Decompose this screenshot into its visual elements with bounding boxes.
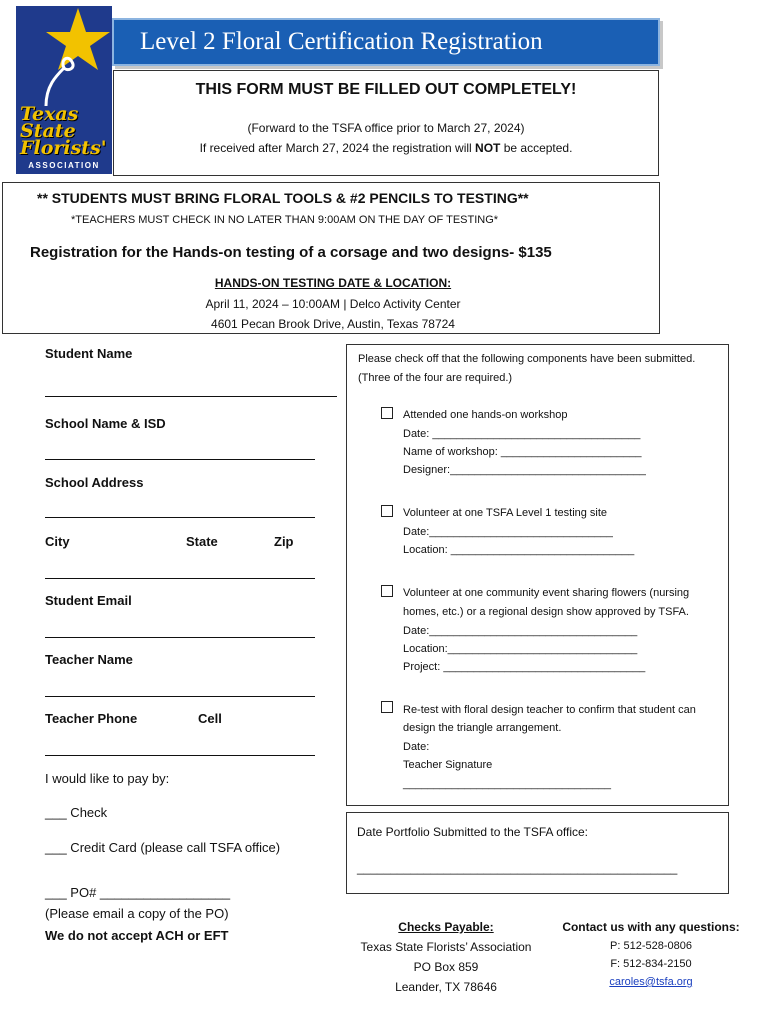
contact-heading: Contact us with any questions: bbox=[562, 920, 740, 934]
components-box bbox=[346, 344, 729, 806]
contact-phone: P: 512-528-0806 bbox=[610, 940, 692, 952]
star-icon bbox=[16, 6, 112, 116]
workshop-name[interactable]: Name of workshop: _______________________ bbox=[403, 446, 642, 458]
testing-info-box bbox=[2, 182, 660, 334]
retest-label-2: design the triangle arrangement. bbox=[403, 722, 562, 734]
checks-city: Leander, TX 78646 bbox=[395, 980, 497, 994]
retest-label: Re-test with floral design teacher to confirm that student can bbox=[403, 704, 696, 716]
student-email-line[interactable] bbox=[45, 637, 315, 638]
components-required: (Three of the four are required.) bbox=[358, 372, 513, 384]
school-name-label: School Name & ISD bbox=[45, 416, 166, 431]
retest-date[interactable]: Date: bbox=[403, 741, 430, 753]
school-name-line[interactable] bbox=[45, 459, 315, 460]
level1-volunteer-date[interactable]: Date:______________________________ bbox=[403, 526, 613, 538]
logo-association: ASSOCIATION bbox=[28, 161, 100, 170]
contact-info bbox=[556, 920, 746, 994]
no-ach-note: We do not accept ACH or EFT bbox=[45, 928, 229, 943]
notice-box bbox=[113, 70, 659, 176]
teacher-name-label: Teacher Name bbox=[45, 652, 133, 667]
teacher-phone-label: Teacher Phone bbox=[45, 711, 138, 726]
workshop-date[interactable]: Date: __________________________________ bbox=[403, 428, 641, 440]
workshop-checkbox[interactable] bbox=[381, 407, 393, 419]
payment-check-option[interactable]: ___ Check bbox=[45, 805, 108, 820]
teacher-signature-label: Teacher Signature bbox=[403, 759, 493, 771]
zip-label: Zip bbox=[274, 534, 294, 549]
contact-email-link[interactable]: caroles@tsfa.org bbox=[609, 976, 693, 988]
portfolio-label: Date Portfolio Submitted to the TSFA office: bbox=[357, 825, 589, 839]
community-volunteer-label: Volunteer at one community event sharing flowers (nursing bbox=[403, 587, 690, 599]
school-address-line[interactable] bbox=[45, 517, 315, 518]
checks-po-box: PO Box 859 bbox=[413, 960, 479, 974]
community-volunteer-date[interactable]: Date:__________________________________ bbox=[403, 625, 638, 637]
community-volunteer-label-2: homes, etc.) or a regional design show approved by TSFA. bbox=[403, 606, 689, 618]
title-banner bbox=[112, 18, 660, 66]
teacher-phone-line[interactable] bbox=[45, 755, 315, 756]
po-note: (Please email a copy of the PO) bbox=[45, 906, 229, 921]
city-state-zip-line[interactable] bbox=[45, 578, 315, 579]
registration-fee: Registration for the Hands-on testing of a corsage and two designs- $135 bbox=[30, 244, 552, 261]
date-heading: HANDS-ON TESTING DATE & LOCATION: bbox=[214, 276, 452, 290]
portfolio-date-line[interactable]: ________________________________________________ bbox=[357, 861, 678, 875]
payment-po-option[interactable]: ___ PO# __________________ bbox=[45, 885, 231, 900]
logo-words: Texas State Florists' bbox=[20, 103, 107, 159]
testing-date: April 11, 2024 – 10:00AM | Delco Activity Center bbox=[205, 297, 461, 311]
student-email-label: Student Email bbox=[45, 593, 132, 608]
page-title: Level 2 Floral Certification Registration bbox=[140, 28, 543, 55]
checks-heading: Checks Payable: bbox=[398, 920, 494, 934]
teacher-checkin-notice: *TEACHERS MUST CHECK IN NO LATER THAN 9:00AM ON THE DAY OF TESTING* bbox=[71, 214, 499, 226]
tools-notice: ** STUDENTS MUST BRING FLORAL TOOLS & #2 PENCILS TO TESTING** bbox=[37, 190, 529, 206]
community-volunteer-checkbox[interactable] bbox=[381, 585, 393, 597]
level1-volunteer-location[interactable]: Location: ______________________________ bbox=[403, 544, 635, 556]
retest-checkbox[interactable] bbox=[381, 701, 393, 713]
school-address-label: School Address bbox=[45, 475, 144, 490]
tsfa-logo bbox=[16, 6, 112, 174]
student-name-label: Student Name bbox=[45, 346, 133, 361]
state-label: State bbox=[186, 534, 218, 549]
portfolio-box bbox=[346, 812, 729, 894]
community-volunteer-project[interactable]: Project: _________________________________ bbox=[403, 661, 646, 673]
workshop-designer[interactable]: Designer:________________________________ bbox=[403, 464, 646, 476]
level1-volunteer-label: Volunteer at one TSFA Level 1 testing site bbox=[403, 507, 608, 519]
city-label: City bbox=[45, 534, 70, 549]
cell-label: Cell bbox=[198, 711, 222, 726]
level1-volunteer-checkbox[interactable] bbox=[381, 505, 393, 517]
testing-address: 4601 Pecan Brook Drive, Austin, Texas 78724 bbox=[211, 317, 455, 331]
components-intro: Please check off that the following components have been submitted. bbox=[358, 353, 696, 365]
teacher-signature-line[interactable]: __________________________________ bbox=[403, 778, 612, 790]
teacher-name-line[interactable] bbox=[45, 696, 315, 697]
payment-prompt: I would like to pay by: bbox=[45, 771, 170, 786]
contact-fax: F: 512-834-2150 bbox=[610, 958, 692, 970]
community-volunteer-location[interactable]: Location:_______________________________ bbox=[403, 643, 638, 655]
payment-credit-option[interactable]: ___ Credit Card (please call TSFA office) bbox=[45, 840, 281, 855]
forward-note: (Forward to the TSFA office prior to March 27, 2024) bbox=[247, 121, 525, 135]
workshop-label: Attended one hands-on workshop bbox=[403, 409, 568, 421]
checks-org: Texas State Florists’ Association bbox=[360, 940, 532, 954]
notice-heading: THIS FORM MUST BE FILLED OUT COMPLETELY! bbox=[195, 81, 577, 98]
checks-payable bbox=[346, 920, 546, 1000]
student-name-line[interactable] bbox=[45, 396, 337, 397]
late-note: If received after March 27, 2024 the registration will NOT be accepted. bbox=[199, 141, 573, 155]
